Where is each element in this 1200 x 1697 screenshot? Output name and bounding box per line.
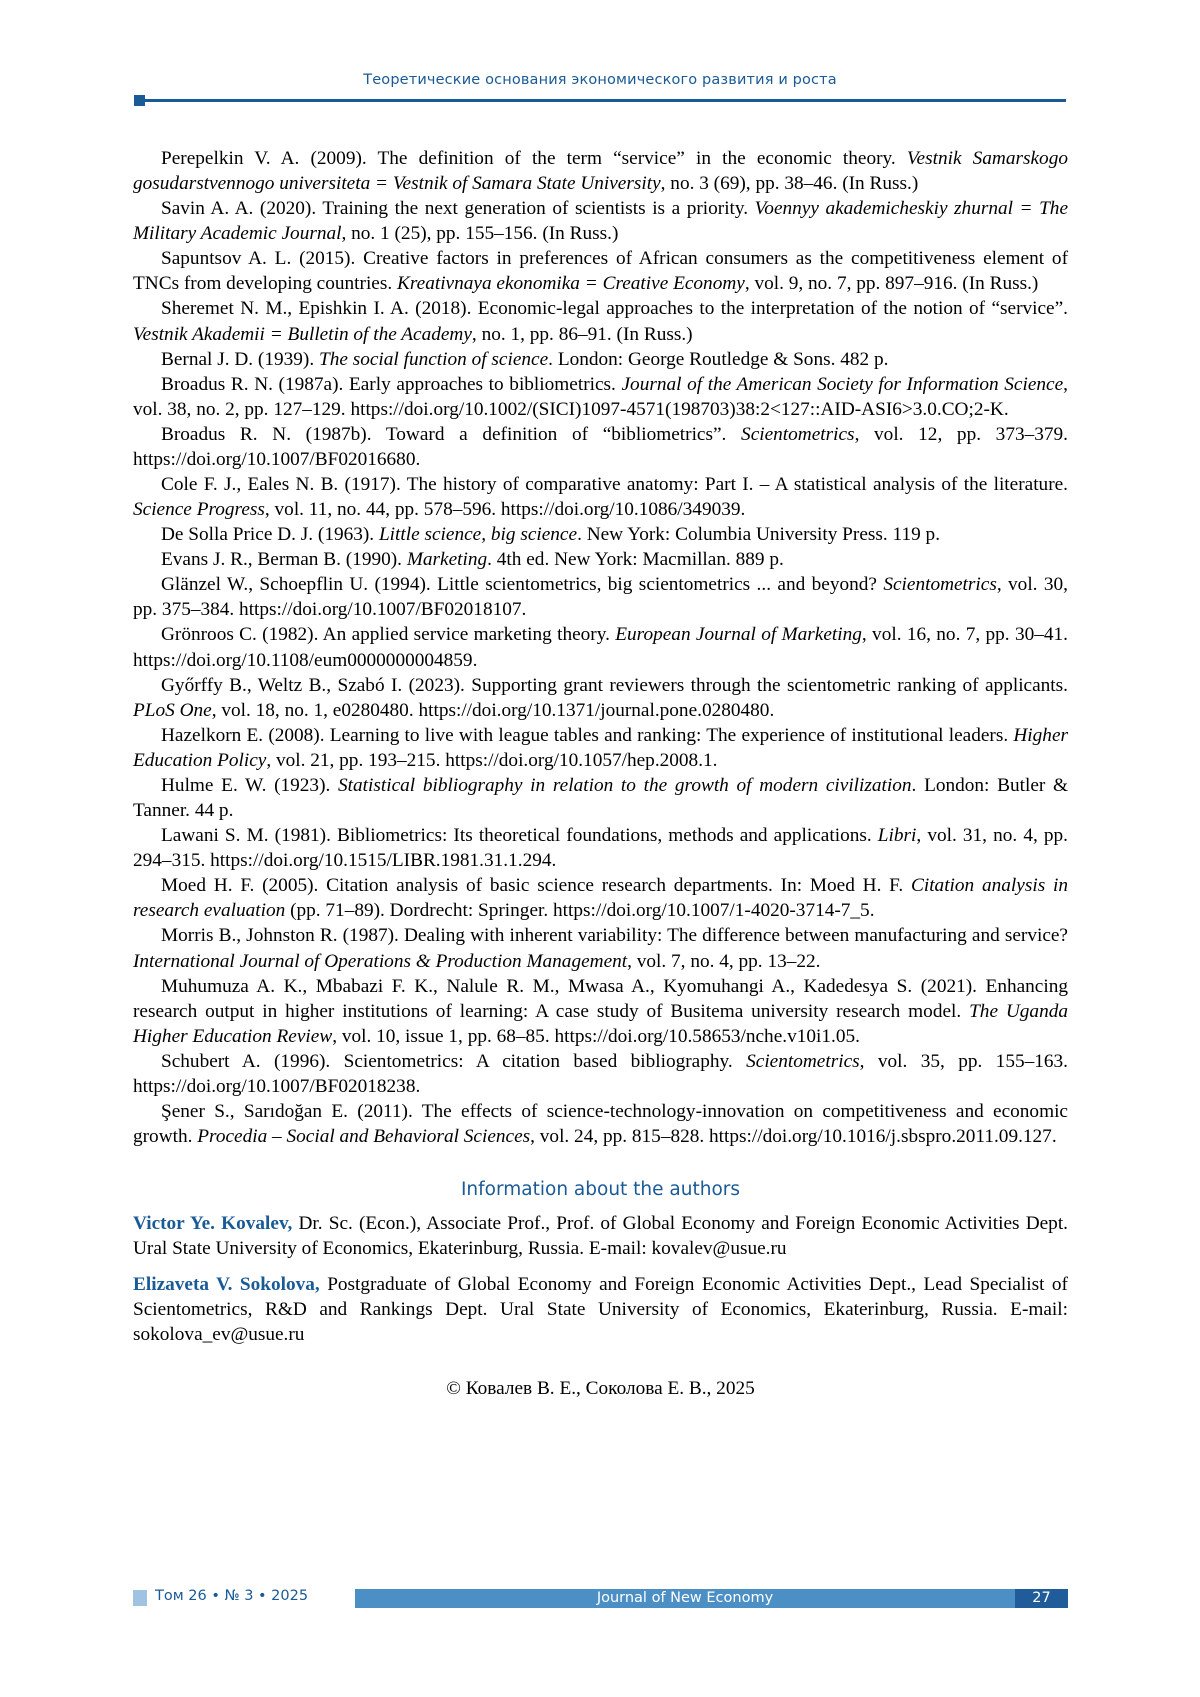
references-list <box>133 146 1068 1400</box>
page-header <box>140 72 1060 88</box>
reference-entry: Győrffy B., Weltz B., Szabó I. (2023). Supporting grant reviewers through the scientometric ranking of applicants. PLoS One, vol. 18, no. 1, e0280480. https://doi.org/10.1371/journal.pone.0280480. <box>133 674 1068 721</box>
reference-entry: Morris B., Johnston R. (1987). Dealing with inherent variability: The difference between manufacturing and service? International Journal of Operations & Production Management, vol. 7, no. 4, pp. 13–22. <box>133 925 1068 972</box>
reference-entry: Cole F. J., Eales N. B. (1917). The history of comparative anatomy: Part I. – A statistical analysis of the literature. Science Progress, vol. 11, no. 44, pp. 578–596. https://doi.org/10.1086/349039. <box>133 474 1068 521</box>
author-details: Dr. Sc. (Econ.), Associate Prof., Prof. of Global Economy and Foreign Economic Activities Dept. Ural State University of Economics, Ekaterinburg, Russia. E-mail: kovalev@usue.ru <box>133 1213 1068 1260</box>
author-entry <box>133 1272 1068 1347</box>
reference-entry: Muhumuza A. K., Mbabazi F. K., Nalule R. M., Mwasa A., Kyomuhangi A., Kadedesya S. (2021). Enhancing research output in higher institutions of learning: A case study of Busitema university research model. The Uganda Higher Education Review, vol. 10, issue 1, pp. 68–85. https://doi.org/10.58653/nche.v10i1.05. <box>133 975 1068 1047</box>
reference-entry: Şener S., Sarıdoğan E. (2011). The effects of science-technology-innovation on competitiveness and economic growth. Procedia – Social and Behavioral Sciences, vol. 24, pp. 815–828. https://doi.org/10.1016/j.sbspro.2011.09.127. <box>133 1100 1068 1148</box>
reference-entry: Broadus R. N. (1987a). Early approaches to bibliometrics. Journal of the American Society for Information Science, vol. 38, no. 2, pp. 127–129. https://doi.org/10.1002/(SICI)1097-4571(198703)38:2<127::AID-ASI6>3.0.CO;2-K. <box>133 373 1068 420</box>
reference-entry: De Solla Price D. J. (1963). Little science, big science. New York: Columbia University Press. 119 p. <box>161 524 941 546</box>
reference-entry: Sheremet N. M., Epishkin I. A. (2018). Economic-legal approaches to the interpretation of the notion of “service”. Vestnik Akademii = Bulletin of the Academy, no. 1, pp. 86–91. (In Russ.) <box>133 298 1068 345</box>
reference-entry: Sapuntsov A. L. (2015). Creative factors in preferences of African consumers as the competitiveness element of TNCs from developing countries. Kreativnaya ekonomika = Creative Economy, vol. 9, no. 7, pp. 897–916. (In Russ.) <box>133 248 1068 295</box>
authors-container <box>133 1211 1068 1347</box>
reference-entry: Perepelkin V. A. (2009). The definition of the term “service” in the economic theory. Vestnik Samarskogo gosudarstvennogo universiteta = Vestnik of Samara State University, no. 3 (69), pp. 38–46. (In Russ.) <box>133 148 1068 195</box>
reference-entry: Grönroos C. (1982). An applied service marketing theory. European Journal of Marketing, vol. 16, no. 7, pp. 30–41. https://doi.org/10.1108/eum0000000004859. <box>133 624 1068 671</box>
copyright-line: © Ковалев В. Е., Соколова Е. В., 2025 <box>446 1377 755 1399</box>
footer-volume: Том 26 • № 3 • 2025 <box>155 1588 309 1604</box>
reference-entry: Lawani S. M. (1981). Bibliometrics: Its theoretical foundations, methods and applications. Libri, vol. 31, no. 4, pp. 294–315. https://doi.org/10.1515/LIBR.1981.31.1.294. <box>133 825 1069 872</box>
reference-entry: Schubert A. (1996). Scientometrics: A citation based bibliography. Scientometrics, vol. 35, pp. 155–163. https://doi.org/10.1007/BF02018238. <box>133 1050 1068 1097</box>
author-details: Postgraduate of Global Economy and Foreign Economic Activities Dept., Lead Specialist of Scientometrics, R&D and Rankings Dept. Ural State University of Economics, Ekaterinburg, Russia. E-mail: sokolova_ev@usue.ru <box>133 1274 1068 1346</box>
reference-entry: Savin A. A. (2020). Training the next generation of scientists is a priority. Voennyy akademicheskiy zhurnal = The Military Academic Journal, no. 1 (25), pp. 155–156. (In Russ.) <box>133 198 1069 245</box>
running-title: Теоретические основания экономического развития и роста <box>363 72 837 88</box>
footer-page-number: 27 <box>1015 1589 1068 1608</box>
reference-entry: Evans J. R., Berman B. (1990). Marketing. 4th ed. New York: Macmillan. 889 p. <box>161 549 784 571</box>
reference-entry: Broadus R. N. (1987b). Toward a definition of “bibliometrics”. Scientometrics, vol. 12, pp. 373–379. https://doi.org/10.1007/BF02016680. <box>133 423 1068 470</box>
references-container <box>133 146 1068 1149</box>
reference-entry: Hazelkorn E. (2008). Learning to live with league tables and ranking: The experience of institutional leaders. Higher Education Policy, vol. 21, pp. 193–215. https://doi.org/10.1057/hep.2008.1. <box>133 724 1068 771</box>
authors-heading: Information about the authors <box>460 1179 741 1201</box>
reference-entry: Bernal J. D. (1939). The social function of science. London: George Routledge & Sons. 482 p. <box>161 348 889 370</box>
reference-entry: Hulme E. W. (1923). Statistical bibliography in relation to the growth of modern civilization. London: Butler & Tanner. 44 p. <box>133 774 1069 822</box>
reference-entry: Glänzel W., Schoepflin U. (1994). Little scientometrics, big scientometrics ... and beyond? Scientometrics, vol. 30, pp. 375–384. https://doi.org/10.1007/BF02018107. <box>133 574 1068 621</box>
author-name: Elizaveta V. Sokolova, <box>133 1274 320 1296</box>
footer-square-marker <box>133 1590 147 1606</box>
header-rule <box>134 99 1066 102</box>
footer-journal-title: Journal of New Economy <box>596 1590 774 1606</box>
author-entry <box>133 1211 1068 1261</box>
author-name: Victor Ye. Kovalev, <box>133 1213 293 1235</box>
reference-entry: Moed H. F. (2005). Citation analysis of basic science research departments. In: Moed H. F. Citation analysis in research evaluation (pp. 71–89). Dordrecht: Springer. https://doi.org/10.1007/1-4020-3714-7_5. <box>133 875 1068 922</box>
page-footer <box>133 1588 1068 1610</box>
